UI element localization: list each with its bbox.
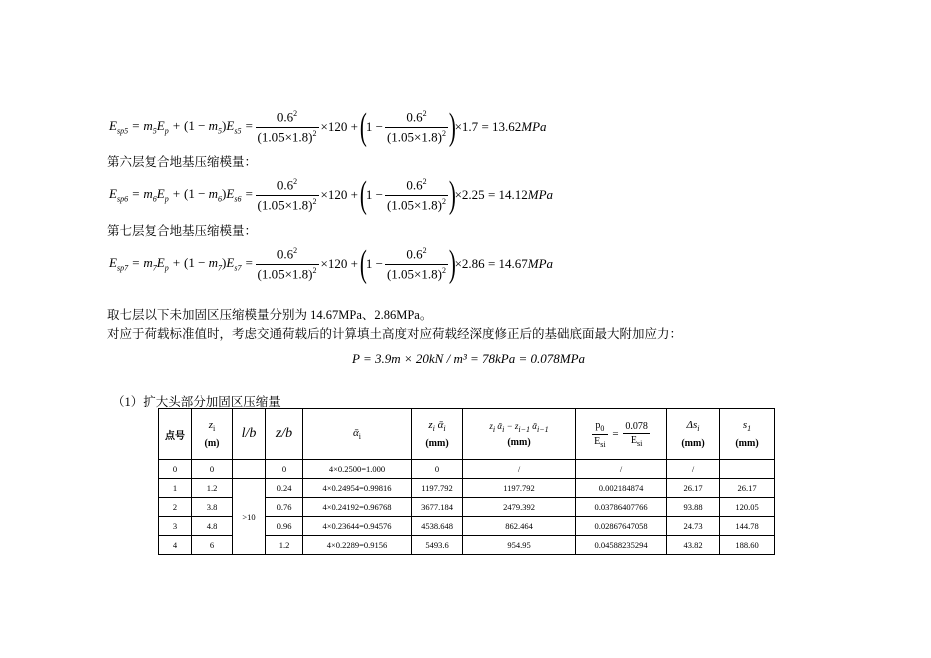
cell-ratio: 0.03786407766 <box>576 498 667 517</box>
cell-za: 1197.792 <box>412 479 463 498</box>
cell-ds: / <box>667 460 720 479</box>
section-title: （1）扩大头部分加固区压缩量 <box>112 395 281 409</box>
equation-layer6: $E_{sp6} = m_6E_p + (1 - m_6)E_{s6}$ = $\frac{0.6^2}{(1.05\times 1.8)^2}$ ×120 + ( 1 − $\frac{0.6^2}{(1.05\times 1.8)^2}$ ) ×2.25 = 14.12 MPa <box>109 174 554 216</box>
cell-ds: 43.82 <box>667 536 720 555</box>
table-row <box>159 479 775 498</box>
below-layer7-text: 取七层以下未加固区压缩模量分别为 14.67MPa、2.86MPa。 <box>107 308 433 322</box>
cell-za: 0 <box>412 460 463 479</box>
cell-alpha: 4×0.23644=0.94576 <box>303 517 412 536</box>
cell-z: 6 <box>192 536 233 555</box>
cell-pt: 4 <box>159 536 192 555</box>
cell-s: 26.17 <box>720 479 775 498</box>
cell-z: 0 <box>192 460 233 479</box>
equation-layer5: $E_{sp5} = m_5E_p + (1 - m_5)E_{s5}$ = $\frac{0.6^2}{(1.05\times 1.8)^2}$ ×120 + ( 1 − $\frac{0.6^2}{(1.05\times 1.8)^2}$ ) ×1.7 = 13.62 MPa <box>109 106 547 148</box>
cell-pt: 0 <box>159 460 192 479</box>
cell-dza: / <box>463 460 576 479</box>
cell-alpha: 4×0.2289=0.9156 <box>303 536 412 555</box>
cell-pt: 3 <box>159 517 192 536</box>
header-s: $s_1$ (mm) <box>720 409 775 460</box>
cell-zb: 0.96 <box>266 517 303 536</box>
cell-s: 144.78 <box>720 517 775 536</box>
cell-alpha: 4×0.2500=1.000 <box>303 460 412 479</box>
cell-zb: 0.24 <box>266 479 303 498</box>
cell-ratio: / <box>576 460 667 479</box>
cell-za: 3677.184 <box>412 498 463 517</box>
header-p0-esi: $\frac{p_0}{E_{si}}$ = $\frac{0.078}{E_{si}}$ <box>576 409 667 460</box>
cell-lb-merged: >10 <box>233 479 266 555</box>
cell-alpha: 4×0.24192=0.96768 <box>303 498 412 517</box>
cell-z: 4.8 <box>192 517 233 536</box>
cell-ds: 26.17 <box>667 479 720 498</box>
cell-lb-empty <box>233 460 266 479</box>
header-z-alpha: $z_i$ ᾱ$_i$ (mm) <box>412 409 463 460</box>
layer7-title: 第七层复合地基压缩模量： <box>107 224 258 238</box>
cell-ds: 93.88 <box>667 498 720 517</box>
cell-dza: 862.464 <box>463 517 576 536</box>
cell-s: 120.05 <box>720 498 775 517</box>
cell-zb: 1.2 <box>266 536 303 555</box>
cell-dza: 954.95 <box>463 536 576 555</box>
cell-ratio: 0.002184874 <box>576 479 667 498</box>
header-zb: z/b <box>266 409 303 460</box>
cell-zb: 0.76 <box>266 498 303 517</box>
cell-s <box>720 460 775 479</box>
cell-ratio: 0.02867647058 <box>576 517 667 536</box>
cell-dza: 1197.792 <box>463 479 576 498</box>
cell-s: 188.60 <box>720 536 775 555</box>
cell-dza: 2479.392 <box>463 498 576 517</box>
cell-alpha: 4×0.24954=0.99816 <box>303 479 412 498</box>
header-delta-z-alpha: $z_i$ ᾱ$_i$ − $z_{i-1}$ ᾱ$_{i-1}$ (mm) <box>463 409 576 460</box>
cell-z: 1.2 <box>192 479 233 498</box>
cell-pt: 2 <box>159 498 192 517</box>
cell-ratio: 0.04588235294 <box>576 536 667 555</box>
cell-za: 4538.648 <box>412 517 463 536</box>
cell-za: 5493.6 <box>412 536 463 555</box>
cell-zb: 0 <box>266 460 303 479</box>
table-row <box>159 460 775 479</box>
equation-layer7: $E_{sp7} = m_7E_p + (1 - m_7)E_{s7}$ = $\frac{0.6^2}{(1.05\times 1.8)^2}$ ×120 + ( 1 − $\frac{0.6^2}{(1.05\times 1.8)^2}$ ) ×2.86 = 14.67 MPa <box>109 243 554 285</box>
header-lb: l/b <box>233 409 266 460</box>
cell-pt: 1 <box>159 479 192 498</box>
pressure-equation: P = 3.9m × 20kN / m³ = 78kPa = 0.078MPa <box>352 351 586 366</box>
cell-ds: 24.73 <box>667 517 720 536</box>
header-alpha: ᾱ$_i$ <box>303 409 412 460</box>
header-point-no: 点号 <box>159 409 192 460</box>
cell-z: 3.8 <box>192 498 233 517</box>
header-delta-s: $\Delta s_i$ (mm) <box>667 409 720 460</box>
compression-table <box>158 408 775 555</box>
table-header-row <box>159 409 775 460</box>
header-z: $z_i$ (m) <box>192 409 233 460</box>
layer6-title: 第六层复合地基压缩模量： <box>107 155 258 169</box>
load-description: 对应于荷载标准值时，考虑交通荷载后的计算填土高度对应荷载经深度修正后的基础底面最大附加应力： <box>107 327 683 341</box>
